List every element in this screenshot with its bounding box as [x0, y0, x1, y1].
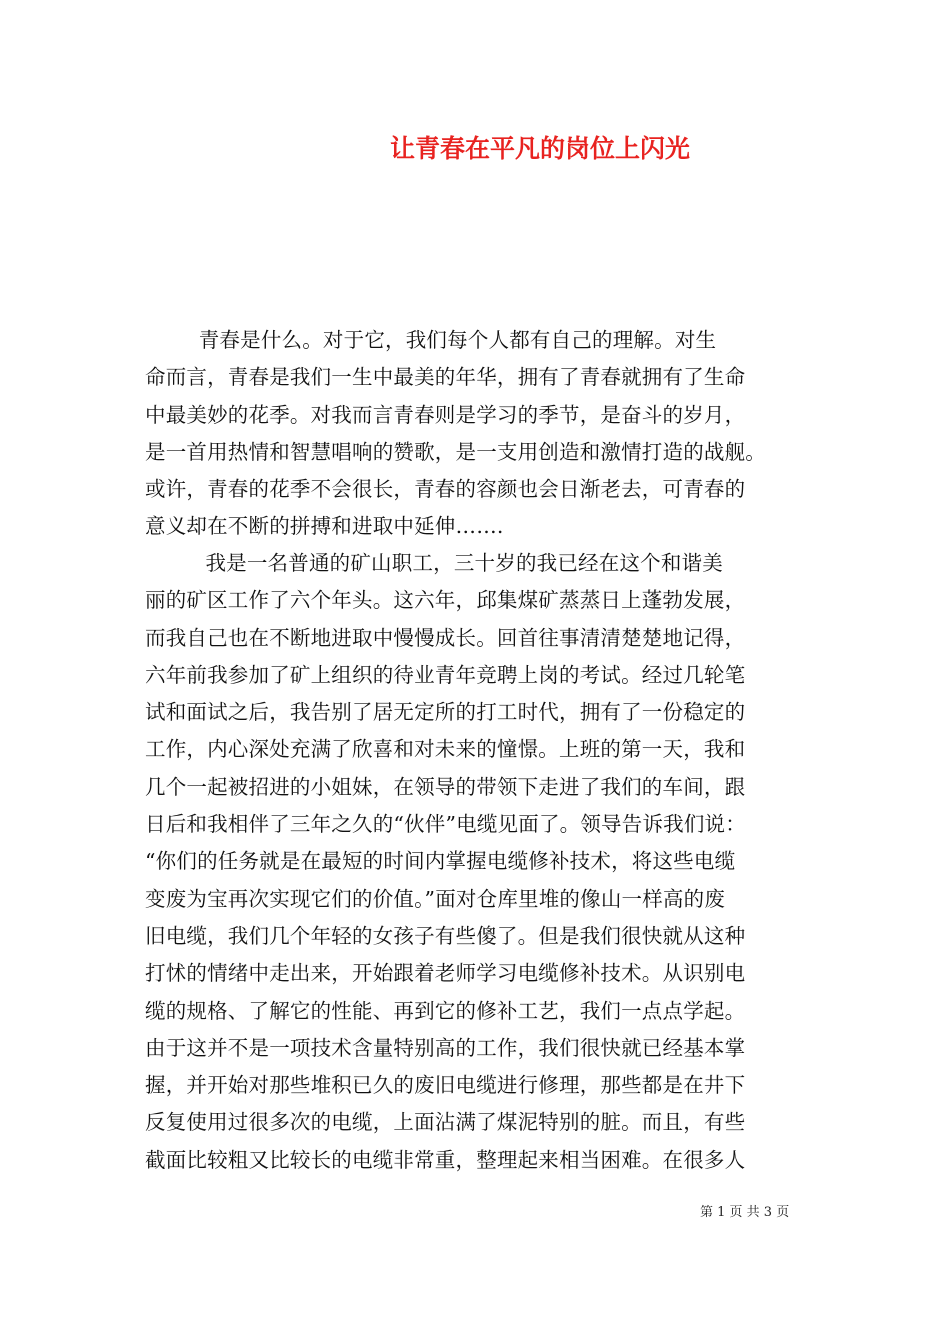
- text-line: 或许，青春的花季不会很长，青春的容颜也会日渐老去，可青春的: [145, 477, 746, 502]
- paragraph-1: [145, 322, 825, 546]
- text-line: 意义却在不断的拼搏和进取中延伸…….: [145, 514, 504, 539]
- text-line: 变废为宝再次实现它们的价值。”面对仓库里堆的像山一样高的废: [145, 886, 726, 911]
- document-title: 让青春在平凡的岗位上闪光: [389, 134, 690, 163]
- text-line: 中最美妙的花季。对我而言青春则是学习的季节，是奋斗的岁月，: [145, 402, 746, 427]
- text-line: 丽的矿区工作了六个年头。这六年，邱集煤矿蒸蒸日上蓬勃发展，: [145, 588, 746, 613]
- text-line: 工作，内心深处充满了欣喜和对未来的憧憬。上班的第一天，我和: [145, 737, 746, 762]
- text-line: 日后和我相伴了三年之久的“伙伴”电缆见面了。领导告诉我们说：: [145, 812, 746, 837]
- text-line: 六年前我参加了矿上组织的待业青年竞聘上岗的考试。经过几轮笔: [145, 662, 746, 687]
- text-line: 几个一起被招进的小姐妹，在领导的带领下走进了我们的车间，跟: [145, 774, 746, 799]
- text-line: 我是一名普通的矿山职工，三十岁的我已经在这个和谐美: [145, 551, 723, 575]
- text-line: 由于这并不是一项技术含量特别高的工作，我们很快就已经基本掌: [145, 1035, 746, 1060]
- text-line: 是一首用热情和智慧唱响的赞歌，是一支用创造和激情打造的战舰。: [145, 439, 766, 464]
- text-line: 试和面试之后，我告别了居无定所的打工时代，拥有了一份稳定的: [145, 700, 746, 725]
- text-line: 旧电缆，我们几个年轻的女孩子有些傻了。但是我们很快就从这种: [145, 923, 746, 948]
- text-line: 打怵的情绪中走出来，开始跟着老师学习电缆修补技术。从识别电: [145, 961, 746, 986]
- text-line: 而我自己也在不断地进取中慢慢成长。回首往事清清楚楚地记得，: [145, 625, 746, 650]
- text-line: 缆的规格、了解它的性能、再到它的修补工艺，我们一点点学起。: [145, 998, 746, 1023]
- text-line: 反复使用过很多次的电缆，上面沾满了煤泥特别的脏。而且，有些: [145, 1110, 746, 1135]
- text-line: 握，并开始对那些堆积已久的废旧电缆进行修理，那些都是在井下: [145, 1073, 746, 1098]
- text-line: “你们的任务就是在最短的时间内掌握电缆修补技术，将这些电缆: [145, 849, 736, 874]
- page-number-footer: 第 1 页 共 3 页: [700, 1205, 790, 1220]
- text-line: 截面比较粗又比较长的电缆非常重，整理起来相当困难。在很多人: [145, 1147, 746, 1172]
- text-line: 青春是什么。对于它，我们每个人都有自己的理解。对生: [145, 328, 717, 352]
- text-line: 命而言，青春是我们一生中最美的年华，拥有了青春就拥有了生命: [145, 365, 746, 390]
- paragraph-2: [145, 545, 825, 1179]
